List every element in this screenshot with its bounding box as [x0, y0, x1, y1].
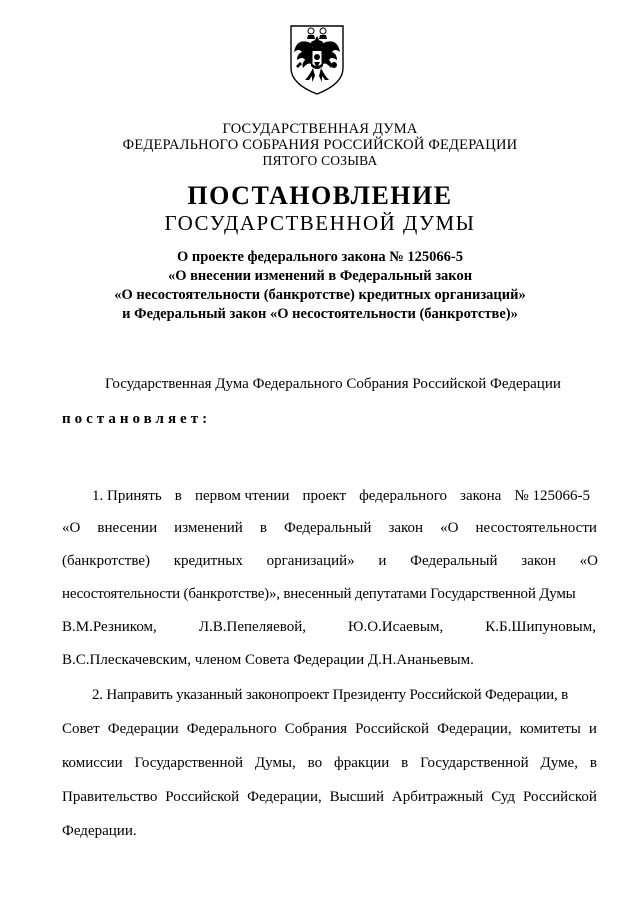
subject-line-2: «О внесении изменений в Федеральный закон: [167, 268, 473, 284]
word: проект: [302, 488, 346, 504]
word: в: [174, 488, 182, 504]
word: Федерации: [107, 721, 179, 737]
header-convocation: ПЯТОГО СОЗЫВА: [262, 153, 378, 168]
word: Российской: [522, 789, 597, 805]
word: федерального: [359, 488, 447, 504]
word: Федерации,: [247, 789, 322, 805]
word: в: [589, 755, 597, 771]
document-subtitle: ГОСУДАРСТВЕННОЙ ДУМЫ: [164, 211, 476, 235]
subject-line-1: О проекте федерального закона № 125066-5: [176, 249, 464, 265]
deputy-name: В.М.Резником,: [62, 619, 157, 635]
word: Государственной: [420, 755, 529, 771]
word: изменений: [174, 520, 243, 536]
deputy-name: Ю.О.Исаевым,: [348, 619, 444, 635]
subject-line-3: «О несостоятельности (банкротстве) кредитных организаций»: [114, 287, 526, 303]
preamble-text: Государственная Дума Федерального Собрания Российской Федерации: [105, 376, 561, 392]
word: № 125066-5: [514, 488, 590, 504]
word: «О: [440, 520, 459, 536]
word: фракции: [334, 755, 390, 771]
word: несостоятельности: [475, 520, 597, 536]
word: Государственной: [134, 755, 244, 771]
word: комиссии: [62, 755, 123, 771]
word: внесении: [97, 520, 158, 536]
word: кредитных: [173, 553, 243, 569]
word: Федерации,: [437, 721, 512, 737]
word: первом чтении: [194, 488, 290, 504]
deputy-name: Л.В.Пепеляевой,: [198, 619, 306, 635]
word: Правительство: [62, 789, 158, 805]
item2-line-3: [62, 753, 597, 773]
word: (банкротстве): [62, 553, 151, 569]
word: Российской: [165, 789, 240, 805]
item1-line-5: [62, 617, 596, 637]
coat-of-arms-emblem: [285, 22, 349, 96]
word: в: [259, 520, 267, 536]
word: и: [588, 721, 597, 737]
item2-line-1: 2. Направить указанный законопроект Президенту Российской Федерации, в: [92, 687, 568, 703]
word: Федерального: [186, 721, 277, 737]
word: Суд: [491, 789, 516, 805]
word: Собрания: [284, 721, 348, 737]
word: Совет: [62, 721, 100, 737]
item1-line-2: [62, 518, 597, 538]
item1-line-1: [92, 486, 590, 506]
deputy-name: К.Б.Шипуновым,: [485, 619, 596, 635]
word: 1. Принять: [92, 488, 162, 504]
item1-line-4: несостоятельности (банкротстве)», внесенный депутатами Государственной Думы: [62, 586, 576, 602]
word: Российской: [355, 721, 430, 737]
word: Думе,: [540, 755, 578, 771]
item1-line-6: В.С.Плескачевским, членом Совета Федерации Д.Н.Ананьевым.: [62, 652, 474, 668]
word: Высший: [329, 789, 384, 805]
word: и: [378, 553, 387, 569]
header-federal-assembly: ФЕДЕРАЛЬНОГО СОБРАНИЯ РОССИЙСКОЙ ФЕДЕРАЦИИ: [122, 137, 518, 153]
item2-line-5: Федерации.: [62, 823, 137, 839]
word: закон: [521, 553, 556, 569]
word: комитеты: [519, 721, 581, 737]
word: закон: [388, 520, 424, 536]
item1-line-3: [62, 551, 598, 571]
header-duma-name: ГОСУДАРСТВЕННАЯ ДУМА: [222, 121, 418, 137]
word: во: [307, 755, 323, 771]
word: Арбитражный: [391, 789, 484, 805]
item2-line-2: [62, 719, 597, 739]
subject-line-4: и Федеральный закон «О несостоятельности (банкротстве)»: [122, 306, 518, 322]
document-title: ПОСТАНОВЛЕНИЕ: [187, 181, 453, 210]
resolves-word: постановляет:: [62, 411, 212, 427]
word: в: [401, 755, 409, 771]
item2-line-4: [62, 787, 597, 807]
word: закона: [460, 488, 502, 504]
word: Думы,: [254, 755, 296, 771]
word: «О: [62, 520, 81, 536]
word: «О: [579, 553, 598, 569]
word: Федеральный: [284, 520, 372, 536]
word: Федеральный: [410, 553, 498, 569]
word: организаций»: [266, 553, 355, 569]
